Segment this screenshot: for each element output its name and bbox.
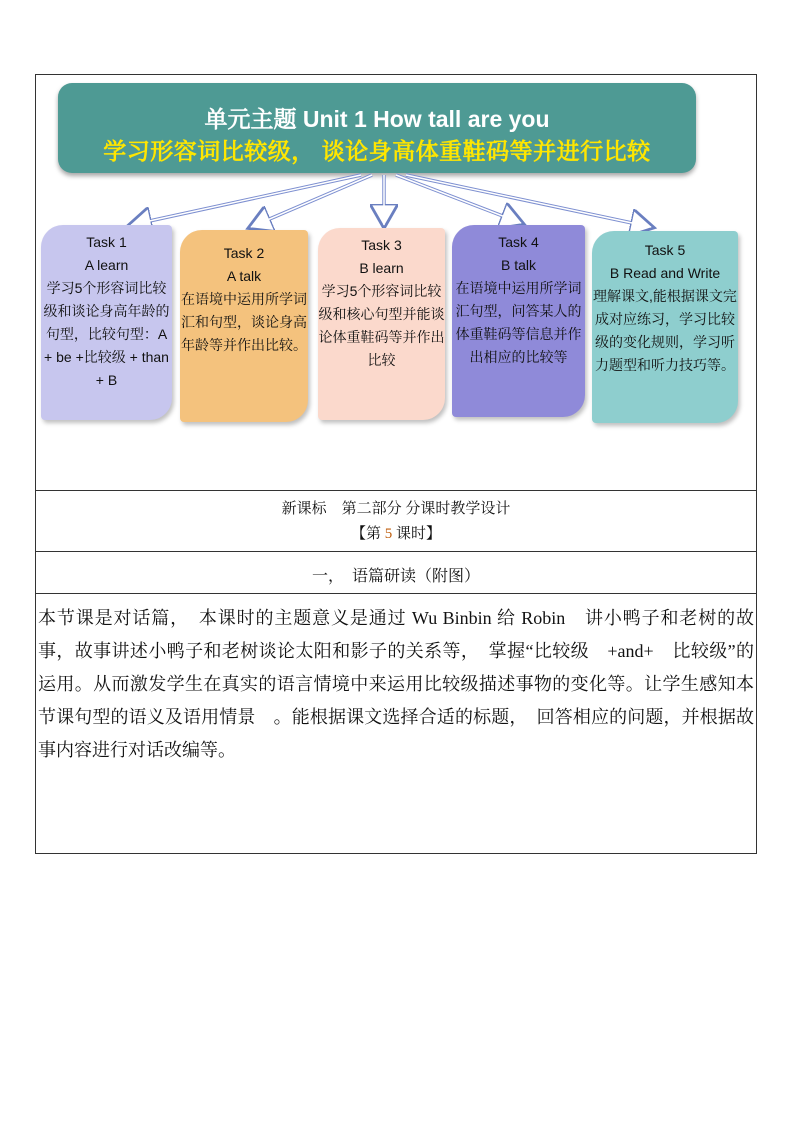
table-divider — [36, 551, 756, 552]
task-3-name: Task 3 — [361, 237, 402, 253]
table-divider — [36, 593, 756, 594]
lesson-open: 【第 — [350, 526, 381, 542]
unit-theme-subtitle: 学习形容词比较级， 谈论身高体重鞋码等并进行比较 — [103, 138, 651, 164]
task-3-body: 学习5个形容词比较级和核心句型并能谈论体重鞋码等并作出比较 — [318, 283, 445, 368]
task-card-3 — [318, 228, 445, 420]
reading-paragraph-text: 本节课是对话篇， 本课时的主题意义是通过 Wu Binbin 给 Robin 讲小鸭子和老树的故事，故事讲述小鸭子和老树谈论太阳和影子的关系等， 掌握“比较级 +and+ 比较级”的运用。从而激发学生在真实的语言情境中来运用比较级描述事物的变化等。让学生感知本节课句型的语义及语用情景 。能根据课文选择合适的标题， 回答相应的问题，并根据故事内容进行对话改编等。 — [38, 608, 754, 760]
lesson-close: 课时】 — [396, 526, 442, 542]
task-4-name: Task 4 — [498, 234, 539, 250]
task-2-name: Task 2 — [223, 245, 265, 261]
task-card-1 — [41, 225, 172, 420]
task-5-body: 理解课文,能根据课文完成对应练习，学习比较级的变化规则，学习听力题型和听力技巧等。 — [593, 288, 737, 373]
task-1-part: A learn — [84, 257, 129, 273]
document-table — [35, 74, 757, 854]
task-4-body: 在语境中运用所学词汇句型，问答某人的体重鞋码等信息并作出相应的比较等 — [455, 280, 582, 365]
task-5-part: B Read and Write — [609, 265, 721, 281]
lesson-label — [36, 522, 756, 543]
task-2-part: A talk — [226, 268, 262, 284]
table-divider — [36, 490, 756, 491]
task-4-part: B talk — [500, 257, 536, 273]
reading-heading: 一， 语篇研读（附图） — [311, 568, 480, 585]
task-arrows — [36, 75, 758, 235]
task-card-5 — [592, 231, 738, 423]
task-2-body: 在语境中运用所学词汇和句型，谈论身高年龄等并作出比较。 — [181, 291, 307, 353]
task-1-body: 学习5个形容词比较级和谈论身高年龄的句型，比较句型：A + be +比较级 + than + B — [43, 280, 170, 388]
task-5-name: Task 5 — [644, 242, 686, 258]
task-card-4 — [452, 225, 585, 417]
section-title: 新课标 第二部分 分课时教学设计 — [281, 501, 511, 517]
task-3-part: B learn — [359, 260, 404, 276]
task-1-name: Task 1 — [86, 234, 127, 250]
reading-paragraph — [38, 602, 754, 767]
lesson-number: 5 — [384, 526, 393, 542]
task-card-2 — [180, 230, 308, 422]
unit-theme-title: 单元主题 Unit 1 How tall are you — [204, 106, 550, 132]
